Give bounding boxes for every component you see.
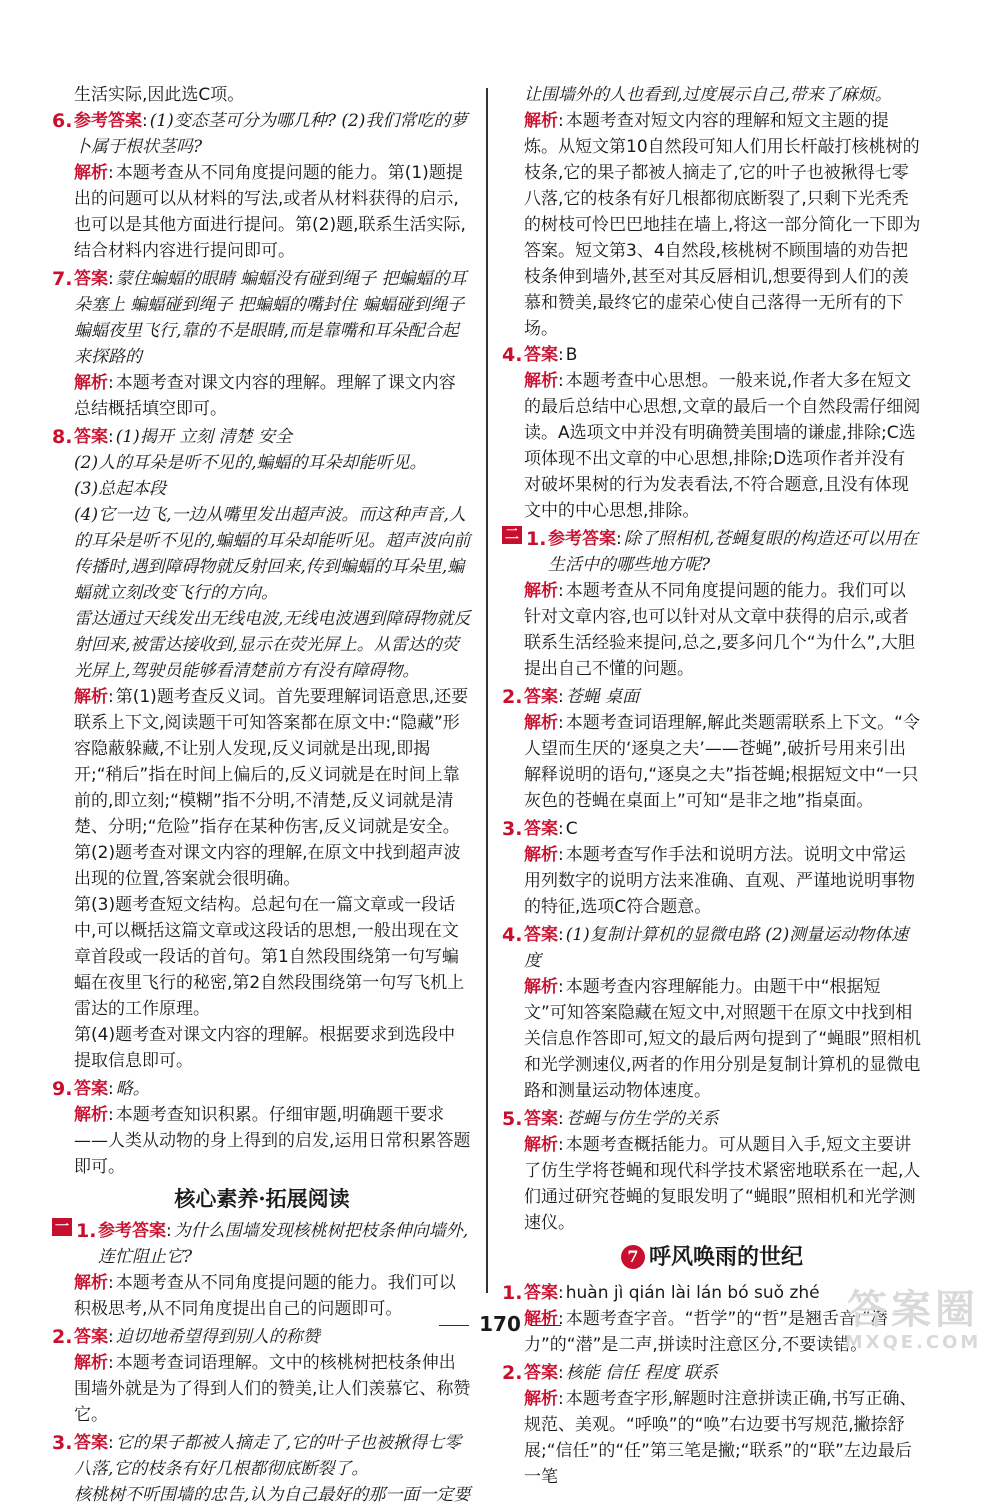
analysis-label: 解析 : [74, 1273, 114, 1293]
answer-text: (1)复制计算机的显微电路 (2)测量运动物体速度 [524, 925, 909, 971]
analysis-label: 解析 : [524, 1389, 564, 1409]
answer-label: 答案 : [74, 1079, 114, 1099]
answer-text: huàn jì qián lài lán bó suǒ zhé [565, 1283, 820, 1303]
section2-question-2 [502, 684, 922, 814]
question-number: 4. [502, 344, 523, 366]
answer-label: 答案 : [524, 1109, 564, 1129]
answer-label: 参考答案 : [98, 1221, 172, 1241]
analysis-text: 本题考查字形,解题时注意拼读正确,书写正确、规范、美观。“呼唤”的“唤”右边要书写规范,撇捺舒展;“信任”的“任”第三笔是撇;“联系”的“联”左边最后一笔 [524, 1389, 917, 1487]
answer-tail: 核桃树不听围墙的忠告,认为自己最好的那一面一定要 [74, 1485, 471, 1505]
question-number: 3. [502, 818, 523, 840]
analysis-text: 本题考查知识积累。仔细审题,明确题干要求——人类从动物的身上得到的启发,运用日常积累答题即可。 [74, 1105, 471, 1177]
answer-text: 除了照相机,苍蝇复眼的构造还可以用在生活中的哪些地方呢? [548, 529, 919, 575]
right-column [502, 82, 922, 1492]
answer-label: 答案 : [524, 1283, 564, 1303]
extension-question-4 [502, 342, 922, 524]
answer-line: (4)它一边飞,一边从嘴里发出超声波。而这种声音,人的耳朵是听不见的,蝙蝠的耳朵却能听见。超声波向前传播时,遇到障碍物就反射回来,传到蝙蝠的耳朵里,蝙蝠就立刻改变飞行的方向。 [74, 505, 471, 603]
analysis-text: 本题考查词语理解。文中的核桃树把枝条伸出围墙外就是为了得到人们的赞美,让人们羡慕它、称赞它。 [74, 1353, 471, 1425]
question-7 [52, 266, 472, 422]
analysis-label: 解析 : [524, 371, 564, 391]
question-number: 3. [52, 1432, 73, 1454]
answer-text: 迫切地希望得到别人的称赞 [115, 1327, 320, 1347]
analysis-label: 解析 : [74, 1353, 114, 1373]
answer-text: B [565, 345, 578, 365]
answer-text: 苍蝇 桌面 [565, 687, 640, 707]
answer-text: 略。 [115, 1079, 150, 1099]
right-lead-text: 让围墙外的人也看到,过度展示自己,带来了麻烦。 [524, 85, 892, 105]
watermark-title: 答案圈 [847, 1287, 979, 1333]
question-number: 2. [502, 1362, 523, 1384]
page-number-dash-right [531, 1325, 561, 1326]
analysis-label: 解析 : [74, 373, 114, 393]
section-badge: 一 [52, 1218, 72, 1236]
answer-label: 参考答案 : [74, 111, 148, 131]
analysis-text: 本题考查内容理解能力。由题干中“根据短文”可知答案隐藏在短文中,对照题干在原文中找到相关信息作答即可,短文的最后两句提到了“蝇眼”照相机和光学测速仪,两者的作用分别是复制计算机的显微电路和测量运动物体速度。 [524, 977, 922, 1101]
answer-label: 答案 : [524, 687, 564, 707]
question-number: 4. [502, 924, 523, 946]
watermark-logo [838, 1288, 988, 1358]
question-number: 2. [502, 686, 523, 708]
section2-question-1 [502, 526, 922, 682]
question-number: 2. [52, 1326, 73, 1348]
question-6 [52, 108, 472, 264]
answer-label: 答案 : [524, 345, 564, 365]
answer-text: 为什么围墙发现核桃树把枝条伸向墙外,连忙阻止它? [98, 1221, 469, 1267]
section-title: 核心素养·拓展阅读 [174, 1186, 350, 1211]
question-number: 9. [52, 1078, 73, 1100]
question-number: 1. [526, 528, 547, 550]
analysis-label: 解析 : [524, 1309, 564, 1329]
question-number: 7. [52, 268, 73, 290]
analysis-label: 解析 : [74, 1105, 114, 1125]
section2-question-4 [502, 922, 922, 1104]
analysis-text: 第(1)题考查反义词。首先要理解词语意思,还要联系上下文,阅读题干可知答案都在原文中:“隐藏”形容隐蔽躲藏,不让别人发现,反义词就是出现,即揭开;“稍后”指在时间上偏后的,反义词就是在时间上靠前的,即立刻;“模糊”指不分明,不清楚,反义词就是清楚、分明;“危险”指存在某种伤害,反义词就是安全。 [74, 687, 469, 837]
analysis-text: 本题考查概括能力。可从题目入手,短文主要讲了仿生学将苍蝇和现代科学技术紧密地联系在一起,人们通过研究苍蝇的复眼发明了“蝇眼”照相机和光学测速仪。 [524, 1135, 921, 1233]
question-8 [52, 424, 472, 1074]
answer-label: 答案 : [74, 1327, 114, 1347]
answer-text: 它的果子都被人摘走了,它的叶子也被揪得七零八落,它的枝条有好几根都彻底断裂了。 [74, 1433, 462, 1479]
answer-label: 答案 : [74, 1433, 114, 1453]
analysis-paragraph: 第(2)题考查对课文内容的理解,在原文中找到超声波出现的位置,答案就会很明确。 [74, 843, 461, 889]
extension-question-1 [52, 1218, 472, 1322]
lesson-title: 呼风唤雨的世纪 [648, 1244, 803, 1270]
analysis-label: 解析 : [74, 687, 114, 707]
section2-question-5 [502, 1106, 922, 1236]
answer-text: (1)变态茎可分为哪几种? (2)我们常吃的萝卜属于根状茎吗? [74, 111, 468, 157]
lesson-number-badge: 7 [621, 1245, 645, 1269]
answer-label: 答案 : [74, 427, 114, 447]
page-number-dash-left [439, 1325, 469, 1326]
analysis-text: 本题考查字音。“哲学”的“哲”是翘舌音;“潜力”的“潜”是二声,拼读时注意区分,不要读错。 [524, 1309, 888, 1355]
analysis-label: 解析 : [524, 111, 564, 131]
answer-text: C [565, 819, 578, 839]
analysis-label: 解析 : [74, 163, 114, 183]
answer-label: 答案 : [524, 819, 564, 839]
analysis-label: 解析 : [524, 581, 564, 601]
answer-line: (2)人的耳朵是听不见的,蝙蝠的耳朵却能听见。 [74, 453, 427, 473]
question-9 [52, 1076, 472, 1180]
extension-question-2 [52, 1324, 472, 1428]
question-number: 1. [76, 1220, 97, 1242]
analysis-text: 本题考查词语理解,解此类题需联系上下文。“令人望而生厌的‘逐臭之夫’——苍蝇”,破折号用来引出解释说明的语句,“逐臭之夫”指苍蝇;根据短文中“一只灰色的苍蝇在桌面上”可知“是非之地”指桌面。 [524, 713, 920, 811]
lesson-question-2 [502, 1360, 922, 1490]
watermark-url: MXQE.COM [844, 1332, 982, 1353]
answer-label: 答案 : [524, 1363, 564, 1383]
analysis-label: 解析 : [524, 1135, 564, 1155]
answer-label: 答案 : [74, 269, 114, 289]
lesson-heading [502, 1244, 922, 1270]
analysis-text: 本题考查从不同角度提问题的能力。我们可以积极思考,从不同角度提出自己的问题即可。 [74, 1273, 456, 1319]
answer-text: 苍蝇与仿生学的关系 [565, 1109, 719, 1129]
analysis-text: 本题考查对短文内容的理解和短文主题的提炼。从短文第10自然段可知人们用长杆敲打核桃树的枝条,它的果子都被人摘走了,它的叶子也被揪得七零八落,它的枝条有好几根都彻底断裂了,只剩下光秃秃的树枝可怜巴巴地挂在墙上,将这一部分简化一下即为答案。短文第3、4自然段,核桃树不顾围墙的劝告把枝条伸到墙外,甚至对其反唇相讥,想要得到人们的羡慕和赞美,最终它的虚荣心使自己落得一无所有的下场。 [524, 111, 921, 339]
question-number: 5. [502, 1108, 523, 1130]
analysis-text: 本题考查中心思想。一般来说,作者大多在短文的最后总结中心思想,文章的最后一个自然段需仔细阅读。A选项文中并没有明确赞美围墙的谦虚,排除;C选项体现不出文章的中心思想,排除;D选项作者并没有对破坏果树的行为发表看法,不符合题意,且没有体现文中的中心思想,排除。 [524, 371, 921, 521]
question-number: 8. [52, 426, 73, 448]
analysis-paragraph: 第(4)题考查对课文内容的理解。根据要求到选段中提取信息即可。 [74, 1025, 456, 1071]
analysis-text: 本题考查从不同角度提问题的能力。第(1)题提出的问题可以从材料的写法,或者从材料获得的启示,也可以是其他方面进行提问。第(2)题,联系生活实际,结合材料内容进行提问即可。 [74, 163, 466, 261]
answer-text: (1)揭开 立刻 清楚 安全 [115, 427, 293, 447]
answer-text: 蒙住蝙蝠的眼睛 蝙蝠没有碰到绳子 把蝙蝠的耳朵塞上 蝙蝠碰到绳子 把蝙蝠的嘴封住 蝙蝠碰到绳子 蝙蝠夜里飞行,靠的不是眼睛,而是靠嘴和耳朵配合起来探路的 [74, 269, 467, 367]
analysis-text: 本题考查对课文内容的理解。理解了课文内容总结概括填空即可。 [74, 373, 456, 419]
section2-question-3 [502, 816, 922, 920]
analysis-text: 本题考查从不同角度提问题的能力。我们可以针对文章内容,也可以针对从文章中获得的启示,或者联系生活经验来提问,总之,要多问几个“为什么”,大胆提出自己不懂的问题。 [524, 581, 915, 679]
analysis-text: 本题考查写作手法和说明方法。说明文中常运用列数字的说明方法来准确、直观、严谨地说明事物的特征,选项C符合题意。 [524, 845, 915, 917]
analysis-label: 解析 : [524, 977, 564, 997]
question-number: 6. [52, 110, 73, 132]
analysis-paragraph: 第(3)题考查短文结构。总起句在一篇文章或一段话中,可以概括这篇文章或这段话的思想,一般出现在文章首段或一段话的首句。第1自然段围绕第一句写蝙蝠在夜里飞行的秘密,第2自然段围绕第一句写飞机上雷达的工作原理。 [74, 895, 465, 1019]
question-number: 1. [502, 1282, 523, 1304]
answer-text: 核能 信任 程度 联系 [565, 1363, 718, 1383]
analysis-label: 解析 : [524, 845, 564, 865]
answer-line: 雷达通过天线发出无线电波,无线电波遇到障碍物就反射回来,被雷达接收到,显示在荧光屏上。从雷达的荧光屏上,驾驶员能够看清楚前方有没有障碍物。 [74, 609, 471, 681]
answer-label: 答案 : [524, 925, 564, 945]
analysis-label: 解析 : [524, 713, 564, 733]
left-column [52, 82, 472, 1510]
extension-question-3 [52, 1430, 472, 1508]
page-number-text: 170 [479, 1312, 521, 1336]
column-divider [486, 88, 488, 1293]
section-badge: 二 [502, 526, 522, 544]
answer-line: (3)总起本段 [74, 479, 167, 499]
left-lead-text: 生活实际,因此选C项。 [74, 85, 245, 105]
answer-label: 参考答案 : [548, 529, 622, 549]
